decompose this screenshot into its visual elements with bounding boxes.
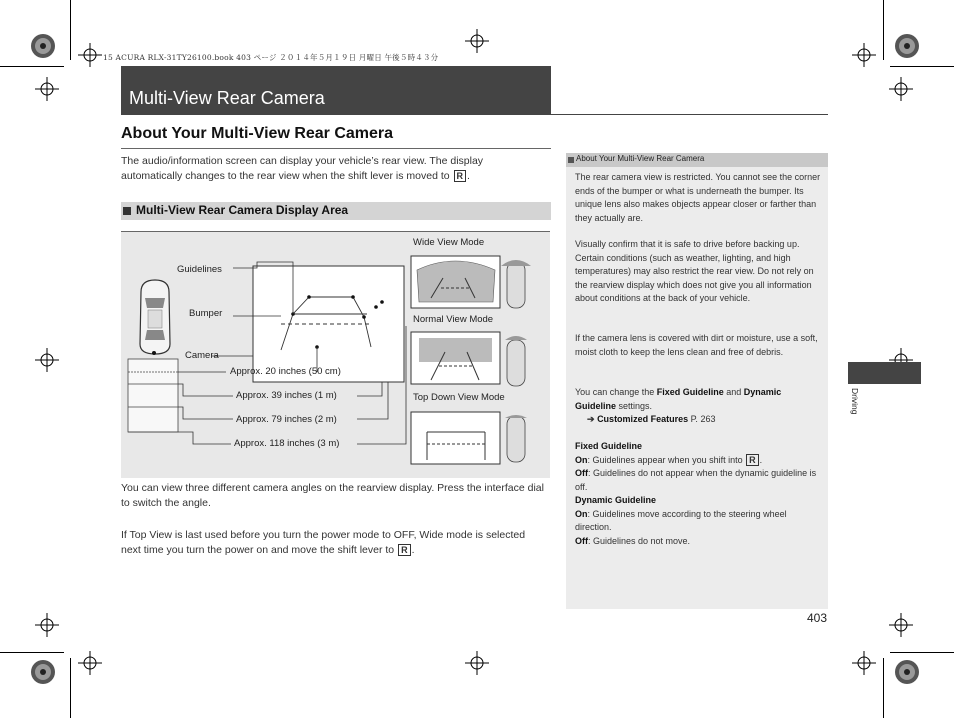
car-topdown-icon (505, 415, 527, 462)
color-wheel-icon (895, 660, 919, 684)
normal-view-screen (411, 332, 500, 384)
shift-r-key-icon: R (746, 454, 759, 466)
page-number: 403 (807, 611, 828, 625)
color-wheel-icon (895, 34, 919, 58)
dynamic-on-text: : Guidelines move according to the steering wheel direction. (575, 508, 787, 532)
arrow-bullet-icon (568, 157, 574, 163)
sidebar-p4 (575, 386, 823, 427)
registration-target-icon (35, 77, 59, 101)
registration-target-icon (78, 651, 102, 675)
dynamic-off-text: : Guidelines do not move. (588, 535, 691, 546)
sidebar-header (566, 153, 828, 167)
registration-target-icon (852, 651, 876, 675)
off-label: Off (575, 535, 588, 546)
chapter-tab-label: Driving (850, 388, 860, 415)
paragraph-top-view (121, 528, 546, 558)
label-distance-20: Approx. 20 inches (50 cm) (230, 366, 341, 377)
fixed-title: Fixed Guideline (575, 441, 643, 451)
intro-text-end: . (467, 170, 470, 182)
label-guidelines: Guidelines (177, 264, 222, 275)
registration-target-icon (889, 613, 913, 637)
p4-text: You can change the (575, 387, 657, 397)
file-header: 15 ACURA RLX-31TY26100.book 403 ページ ２０１４年５月１９日 月曜日 午後５時４３分 (103, 53, 439, 62)
color-wheel-icon (31, 34, 55, 58)
chapter-tab-label-wrap (848, 388, 862, 428)
car-wide-icon (501, 260, 531, 308)
chapter-banner (121, 66, 551, 114)
sidebar-title: About Your Multi-View Rear Camera (576, 154, 705, 163)
p4-and: and (723, 387, 744, 397)
label-normal-view: Normal View Mode (413, 314, 494, 325)
car-top-view-icon (140, 280, 170, 355)
label-distance-79: Approx. 79 inches (2 m) (236, 414, 337, 425)
registration-target-icon (889, 77, 913, 101)
top-down-view-screen (411, 412, 500, 464)
on-label: On (575, 454, 588, 465)
subsection-title: Multi-View Rear Camera Display Area (136, 203, 349, 217)
banner-rule (121, 114, 828, 115)
paragraph-angles: You can view three different camera angles on the rearview display. Press the interface dial to switch the angle. (121, 482, 544, 509)
label-camera: Camera (185, 350, 219, 361)
reference-link[interactable] (575, 414, 715, 424)
dynamic-title: Dynamic Guideline (575, 495, 657, 505)
sidebar-p3: If the camera lens is covered with dirt or moisture, use a soft, moist cloth to keep the lens clean and free of debris. (575, 333, 818, 357)
chapter-tab[interactable] (848, 362, 921, 384)
shift-r-key-icon: R (398, 544, 411, 556)
car-normal-icon (505, 336, 527, 386)
label-distance-118: Approx. 118 inches (3 m) (234, 438, 340, 449)
p4-fixed: Fixed Guideline (656, 387, 724, 397)
sidebar-p2: Visually confirm that it is safe to drive before backing up. Certain conditions (such as weather, lighting, and high temperatures) may also restrict the rear view. Do not rely on the rearview display which does not give you all information about conditions at the back of your vehicle. (575, 239, 814, 303)
subsection-header (121, 202, 551, 220)
top-view-text: If Top View is last used before you turn the power mode to OFF, Wide mode is selected next time you turn the power on and move the shift lever to (121, 529, 526, 556)
sidebar-fixed-guideline (575, 440, 823, 548)
off-label: Off (575, 468, 588, 478)
fixed-on-end: . (759, 454, 763, 465)
p4-dynamic: Dynamic Guideline (575, 387, 782, 411)
label-topdown-view: Top Down View Mode (413, 392, 505, 403)
on-label: On (575, 508, 588, 519)
registration-target-icon (78, 43, 102, 67)
p4-end: settings. (616, 400, 653, 411)
registration-target-icon (852, 43, 876, 67)
label-distance-39: Approx. 39 inches (1 m) (236, 390, 337, 401)
top-view-text-end: . (411, 544, 415, 556)
wide-view-screen (411, 256, 500, 308)
chapter-title: Multi-View Rear Camera (129, 88, 325, 108)
reference-arrow-icon: ➔ (587, 414, 595, 424)
fixed-on-text: : Guidelines appear when you shift into (587, 454, 746, 465)
intro-paragraph (121, 154, 546, 184)
square-bullet-icon (123, 207, 131, 215)
sidebar-p1: The rear camera view is restricted. You cannot see the corner ends of the bumper or what is underneath the bumper. Its unique lens also makes objects appear closer or farther than they actually are. (575, 172, 821, 223)
registration-target-icon (35, 613, 59, 637)
color-wheel-icon (31, 660, 55, 684)
label-bumper: Bumper (189, 308, 223, 319)
label-wide-view: Wide View Mode (413, 237, 485, 248)
camera-display-diagram (121, 231, 550, 478)
registration-target-icon (465, 29, 489, 53)
fixed-off-text: : Guidelines do not appear when the dynamic guideline is off. (575, 468, 817, 492)
intro-text: The audio/information screen can display your vehicle’s rear view. The display automatically changes to the rear view when the shift lever is moved to (121, 155, 484, 182)
section-rule (121, 148, 551, 149)
section-title: About Your Multi-View Rear Camera (121, 125, 394, 142)
registration-target-icon (35, 348, 59, 372)
reference-label: Customized Features (597, 414, 689, 424)
registration-target-icon (465, 651, 489, 675)
reference-page: P. 263 (688, 414, 716, 424)
shift-r-key-icon: R (454, 170, 467, 182)
